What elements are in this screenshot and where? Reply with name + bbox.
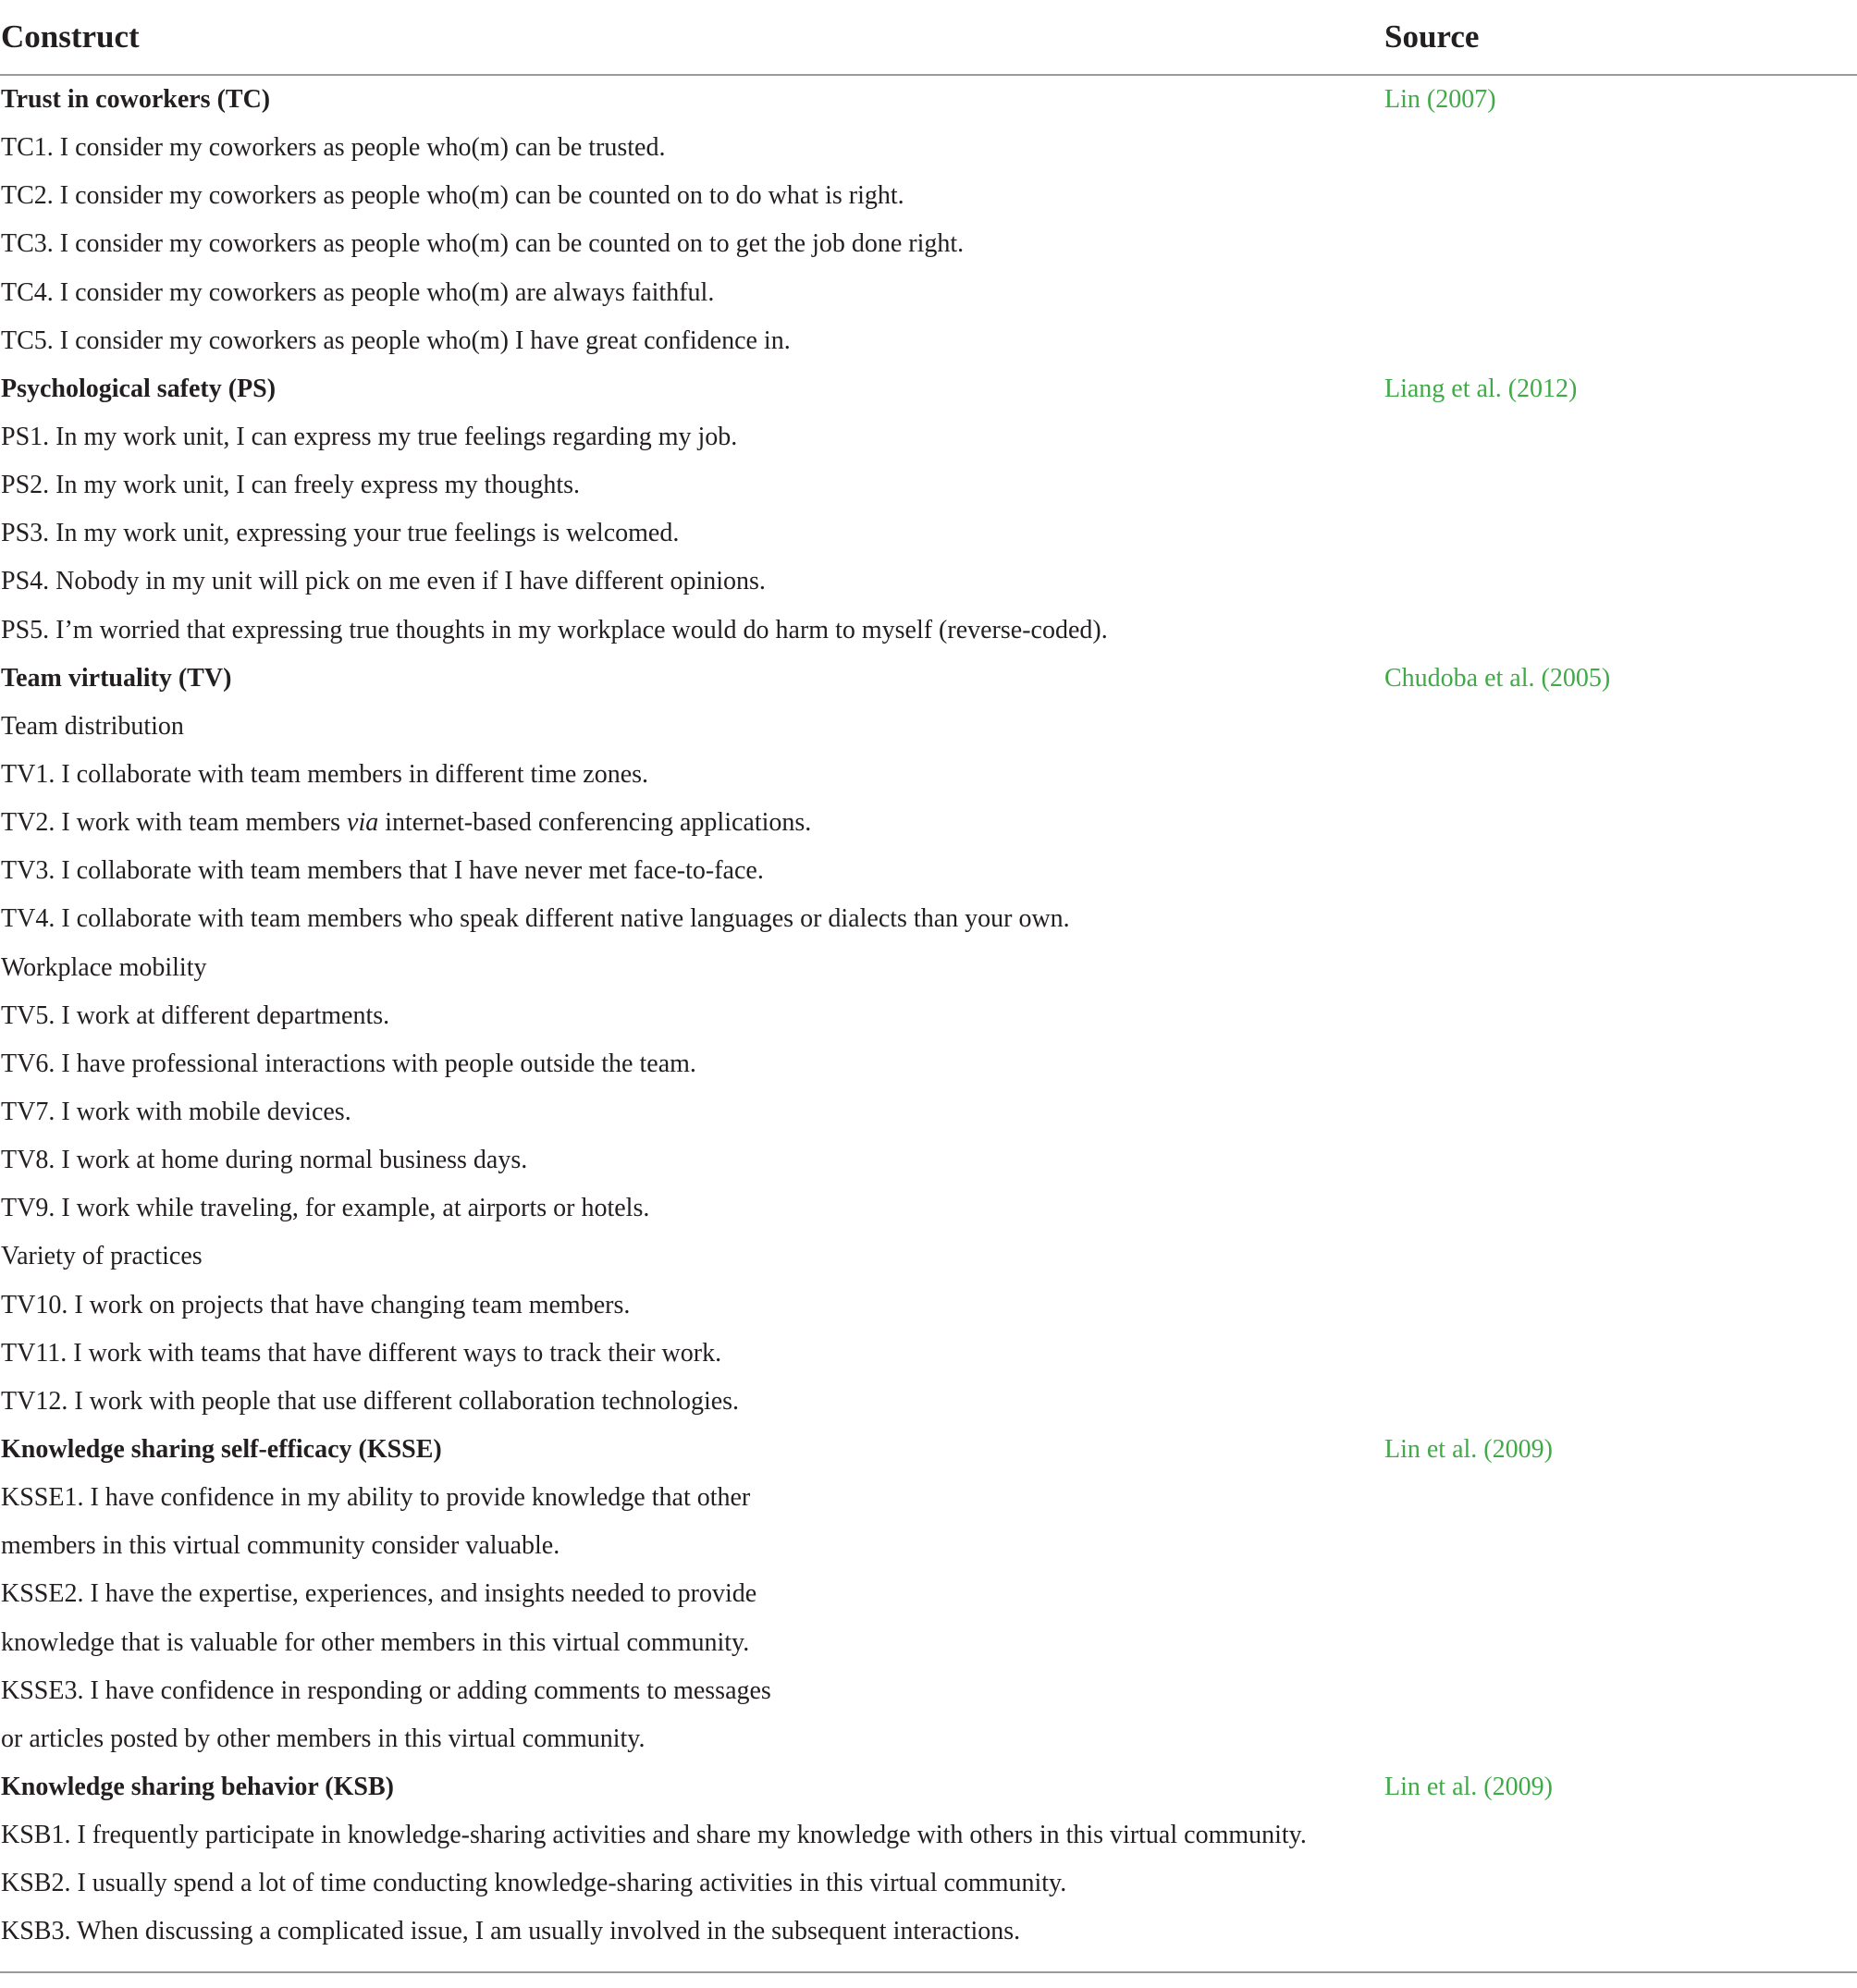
subdimension-label: Variety of practices xyxy=(1,1242,203,1271)
item-row xyxy=(0,1859,1857,1908)
item-row xyxy=(0,558,1857,606)
item-row xyxy=(0,1570,1857,1618)
item-row xyxy=(0,992,1857,1040)
source-citation: Lin et al. (2009) xyxy=(1384,1772,1553,1801)
item-text: or articles posted by other members in this virtual community. xyxy=(1,1724,646,1753)
item-row xyxy=(0,1667,1857,1715)
item-row xyxy=(0,1811,1857,1859)
item-text: TV12. I work with people that use different collaboration technologies. xyxy=(1,1386,740,1416)
item-text: TV5. I work at different departments. xyxy=(1,1000,390,1030)
item-row xyxy=(0,124,1857,172)
construct-heading-row xyxy=(0,365,1857,413)
table-bottom-rule xyxy=(0,1971,1857,1973)
construct-name: Psychological safety (PS) xyxy=(1,374,277,403)
item-text: TC2. I consider my coworkers as people who(m) can be counted on to do what is right. xyxy=(1,181,904,211)
source-column-header: Source xyxy=(1384,18,1480,55)
item-row xyxy=(0,461,1857,509)
table-header xyxy=(0,0,1857,76)
item-text: TV10. I work on projects that have changing team members. xyxy=(1,1290,631,1319)
item-row xyxy=(0,1619,1857,1667)
item-text: TC4. I consider my coworkers as people who(m) are always faithful. xyxy=(1,277,715,307)
item-row xyxy=(0,269,1857,317)
item-text: TV1. I collaborate with team members in different time zones. xyxy=(1,759,649,789)
item-row xyxy=(0,1474,1857,1522)
item-text: PS3. In my work unit, expressing your true feelings is welcomed. xyxy=(1,519,680,548)
item-text: KSSE1. I have confidence in my ability to provide knowledge that other xyxy=(1,1483,751,1513)
item-row xyxy=(0,1088,1857,1136)
item-row xyxy=(0,1040,1857,1088)
construct-name: Team virtuality (TV) xyxy=(1,663,232,693)
item-text: members in this virtual community consider valuable. xyxy=(1,1531,560,1561)
construct-heading-row xyxy=(0,655,1857,703)
source-citation: Lin (2007) xyxy=(1384,85,1496,114)
item-text: knowledge that is valuable for other members in this virtual community. xyxy=(1,1627,750,1657)
item-text: KSB1. I frequently participate in knowledge-sharing activities and share my knowledge with others in this virtual community. xyxy=(1,1821,1307,1850)
source-citation: Lin et al. (2009) xyxy=(1384,1434,1553,1464)
item-row xyxy=(0,1184,1857,1233)
construct-name: Knowledge sharing self-efficacy (KSSE) xyxy=(1,1434,442,1464)
item-row xyxy=(0,172,1857,220)
construct-name: Knowledge sharing behavior (KSB) xyxy=(1,1772,394,1801)
source-citation: Liang et al. (2012) xyxy=(1384,374,1578,403)
item-row xyxy=(0,799,1857,847)
item-text: KSB3. When discussing a complicated issue, I am usually involved in the subsequent interactions. xyxy=(1,1917,1021,1946)
construct-name: Trust in coworkers (TC) xyxy=(1,85,271,114)
item-text: TV6. I have professional interactions with people outside the team. xyxy=(1,1049,696,1078)
subdimension-label: Team distribution xyxy=(1,711,184,741)
item-row xyxy=(0,1330,1857,1378)
item-row xyxy=(0,751,1857,799)
item-row xyxy=(0,847,1857,895)
item-text-italic: via xyxy=(347,808,379,838)
item-text: KSSE2. I have the expertise, experiences, and insights needed to provide xyxy=(1,1579,757,1609)
subdimension-row xyxy=(0,703,1857,751)
item-row xyxy=(0,1715,1857,1763)
item-row xyxy=(0,607,1857,655)
item-text xyxy=(1,799,811,847)
subdimension-label: Workplace mobility xyxy=(1,952,207,982)
item-text: TC1. I consider my coworkers as people who(m) can be trusted. xyxy=(1,133,666,163)
item-text: TC3. I consider my coworkers as people who(m) can be counted on to get the job done right. xyxy=(1,229,965,259)
item-row xyxy=(0,220,1857,268)
item-text: KSB2. I usually spend a lot of time conducting knowledge-sharing activities in this virtual community. xyxy=(1,1869,1067,1898)
item-row xyxy=(0,1282,1857,1330)
item-text: TC5. I consider my coworkers as people who(m) I have great confidence in. xyxy=(1,325,791,355)
item-row xyxy=(0,317,1857,365)
construct-heading-row xyxy=(0,76,1857,124)
item-text: PS1. In my work unit, I can express my true feelings regarding my job. xyxy=(1,422,738,451)
item-row xyxy=(0,509,1857,558)
item-text: PS5. I’m worried that expressing true thoughts in my workplace would do harm to myself (reverse-coded). xyxy=(1,615,1108,644)
item-text: TV9. I work while traveling, for example, at airports or hotels. xyxy=(1,1194,650,1223)
item-row xyxy=(0,1378,1857,1426)
source-citation: Chudoba et al. (2005) xyxy=(1384,663,1611,693)
item-text: TV7. I work with mobile devices. xyxy=(1,1097,351,1126)
item-row xyxy=(0,413,1857,461)
item-text-part: internet-based conferencing applications. xyxy=(378,808,812,838)
subdimension-row xyxy=(0,1233,1857,1281)
item-text: TV8. I work at home during normal business days. xyxy=(1,1146,528,1175)
item-row xyxy=(0,1908,1857,1956)
construct-heading-row xyxy=(0,1426,1857,1474)
item-text: TV3. I collaborate with team members that I have never met face-to-face. xyxy=(1,856,764,886)
item-text: KSSE3. I have confidence in responding or adding comments to messages xyxy=(1,1675,771,1705)
construct-heading-row xyxy=(0,1763,1857,1811)
item-text-part: TV2. I work with team members xyxy=(1,808,348,838)
item-text: TV4. I collaborate with team members who speak different native languages or dialects than your own. xyxy=(1,904,1070,934)
construct-column-header: Construct xyxy=(1,18,140,55)
item-text: PS4. Nobody in my unit will pick on me even if I have different opinions. xyxy=(1,567,766,596)
item-row xyxy=(0,1136,1857,1184)
table-body xyxy=(0,76,1857,1956)
item-text: PS2. In my work unit, I can freely express my thoughts. xyxy=(1,471,581,500)
subdimension-row xyxy=(0,944,1857,992)
item-row xyxy=(0,895,1857,943)
item-row xyxy=(0,1522,1857,1570)
item-text: TV11. I work with teams that have different ways to track their work. xyxy=(1,1338,722,1368)
